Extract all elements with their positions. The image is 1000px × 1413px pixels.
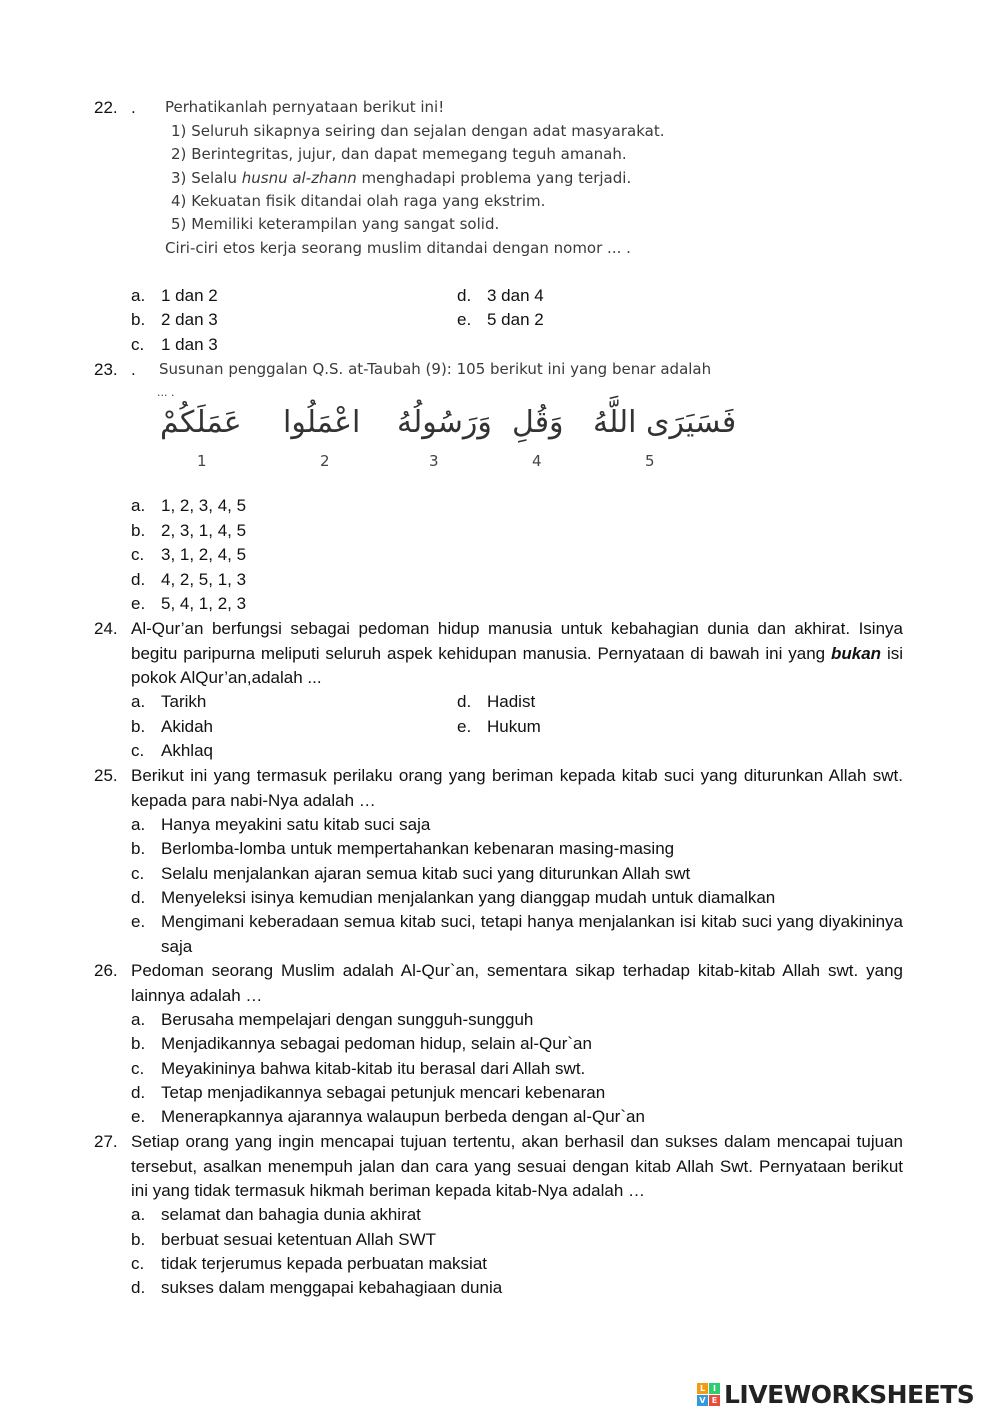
q22-statement bbox=[171, 143, 627, 167]
option-letter: c. bbox=[131, 1059, 145, 1078]
option-text: Hadist bbox=[487, 692, 536, 711]
q23-number: 23. bbox=[94, 360, 118, 379]
option-text: tidak terjerumus kepada perbuatan maksiat bbox=[161, 1254, 488, 1273]
option-item[interactable] bbox=[131, 284, 218, 309]
option-item[interactable] bbox=[131, 837, 674, 862]
option-text: 3 dan 4 bbox=[487, 286, 544, 305]
option-letter: d. bbox=[457, 692, 472, 711]
option-item[interactable] bbox=[131, 519, 246, 544]
logo-letter: V bbox=[697, 1395, 708, 1406]
option-letter: e. bbox=[131, 594, 146, 613]
option-item[interactable] bbox=[131, 739, 213, 764]
option-text: 3, 1, 2, 4, 5 bbox=[161, 545, 247, 564]
logo-icon bbox=[697, 1383, 720, 1406]
option-text: Menjadikannya sebagai pedoman hidup, selain al-Qur`an bbox=[161, 1034, 592, 1053]
option-item[interactable] bbox=[457, 715, 541, 740]
option-item[interactable] bbox=[131, 1252, 487, 1277]
statement-number: 2) bbox=[171, 145, 187, 163]
option-item[interactable] bbox=[131, 308, 218, 333]
q22-statement bbox=[171, 190, 545, 214]
arabic-word-number: 3 bbox=[429, 452, 439, 470]
option-text: 2 dan 3 bbox=[161, 310, 218, 329]
option-letter: a. bbox=[131, 692, 146, 711]
option-item[interactable] bbox=[131, 910, 903, 959]
option-item[interactable] bbox=[131, 1032, 592, 1057]
option-letter: b. bbox=[131, 839, 146, 858]
arabic-word: اعْمَلُوا bbox=[283, 405, 361, 440]
option-letter: c. bbox=[131, 741, 145, 760]
option-letter: d. bbox=[457, 286, 472, 305]
option-item[interactable] bbox=[131, 1081, 605, 1106]
option-letter: a. bbox=[131, 1010, 146, 1029]
q24-question bbox=[131, 617, 903, 691]
option-item[interactable] bbox=[131, 1105, 645, 1130]
option-item[interactable] bbox=[131, 1276, 502, 1301]
q25-number: 25. bbox=[94, 766, 118, 785]
option-text: Mengimani keberadaan semua kitab suci, tetapi hanya menjalankan isi kitab suci yang diyakininya saja bbox=[161, 912, 903, 956]
option-letter: b. bbox=[131, 1034, 146, 1053]
q22-statement bbox=[171, 167, 631, 191]
statement-text: Seluruh sikapnya seiring dan sejalan dengan adat masyarakat. bbox=[191, 122, 665, 140]
option-item[interactable] bbox=[131, 1203, 421, 1228]
option-letter: b. bbox=[131, 521, 146, 540]
statement-text-post: menghadapi problema yang terjadi. bbox=[356, 169, 632, 187]
q26-number: 26. bbox=[94, 961, 118, 980]
logo-text: LIVEWORKSHEETS bbox=[724, 1379, 975, 1409]
q22-intro: Perhatikanlah pernyataan berikut ini! bbox=[165, 98, 445, 116]
option-text: Akidah bbox=[161, 717, 213, 736]
statement-text: Kekuatan fisik ditandai olah raga yang ekstrim. bbox=[191, 192, 546, 210]
option-letter: c. bbox=[131, 335, 145, 354]
option-text: Tarikh bbox=[161, 692, 207, 711]
option-text: Tetap menjadikannya sebagai petunjuk mencari kebenaran bbox=[161, 1083, 606, 1102]
option-text: 5 dan 2 bbox=[487, 310, 544, 329]
q24-number: 24. bbox=[94, 619, 118, 638]
statement-text-italic: husnu al-zhann bbox=[241, 169, 357, 187]
option-item[interactable] bbox=[131, 813, 430, 838]
q27-question: Setiap orang yang ingin mencapai tujuan tertentu, akan berhasil dan sukses dalam mencapai tujuan tersebut, asalkan menempuh jalan dan cara yang sesuai dengan kitab Allah Swt. Pernyataan berikut ini yang tidak termasuk hikmah beriman kepada kitab-Nya adalah … bbox=[131, 1132, 903, 1200]
option-letter: e. bbox=[457, 310, 472, 329]
logo-letter: E bbox=[709, 1395, 720, 1406]
option-item[interactable] bbox=[457, 308, 544, 333]
option-letter: a. bbox=[131, 815, 146, 834]
q24-emphasis: bukan bbox=[831, 643, 882, 663]
q23-question: Susunan penggalan Q.S. at-Taubah (9): 105 berikut ini yang benar adalah bbox=[159, 360, 712, 378]
arabic-word-number: 1 bbox=[197, 452, 207, 470]
option-text: Selalu menjalankan ajaran semua kitab suci yang diturunkan Allah swt bbox=[161, 864, 691, 883]
option-text: Meyakininya bahwa kitab-kitab itu berasal dari Allah swt. bbox=[161, 1059, 586, 1078]
q23-dot: . bbox=[131, 360, 136, 379]
q26-question: Pedoman seorang Muslim adalah Al-Qur`an, sementara sikap terhadap kitab-kitab Allah swt. yang lainnya adalah … bbox=[131, 961, 903, 1005]
option-text: 1 dan 2 bbox=[161, 286, 218, 305]
option-text: 1 dan 3 bbox=[161, 335, 218, 354]
option-item[interactable] bbox=[131, 543, 246, 568]
option-letter: c. bbox=[131, 864, 145, 883]
option-letter: c. bbox=[131, 545, 145, 564]
statement-number: 4) bbox=[171, 192, 187, 210]
option-letter: b. bbox=[131, 310, 146, 329]
option-item[interactable] bbox=[131, 1057, 585, 1082]
option-letter: d. bbox=[131, 570, 146, 589]
option-text: 5, 4, 1, 2, 3 bbox=[161, 594, 247, 613]
option-text: Berlomba-lomba untuk mempertahankan kebenaran masing-masing bbox=[161, 839, 675, 858]
option-text: Menerapkannya ajarannya walaupun berbeda dengan al-Qur`an bbox=[161, 1107, 645, 1126]
option-text: berbuat sesuai ketentuan Allah SWT bbox=[161, 1230, 436, 1249]
option-item[interactable] bbox=[131, 715, 213, 740]
q24-text-part1: Al-Qur’an berfungsi sebagai pedoman hidup manusia untuk kebahagian dunia dan akhirat. Isinya begitu paripurna meliputi seluruh aspek kehidupan manusia. Pernyataan di bawah ini yang bbox=[131, 619, 903, 663]
statement-text: Memiliki keterampilan yang sangat solid. bbox=[191, 215, 500, 233]
arabic-word-number: 2 bbox=[320, 452, 330, 470]
option-letter: d. bbox=[131, 1278, 146, 1297]
statement-number: 1) bbox=[171, 122, 187, 140]
q27-number: 27. bbox=[94, 1132, 118, 1151]
option-letter: b. bbox=[131, 1230, 146, 1249]
option-text: sukses dalam menggapai kebahagiaan dunia bbox=[161, 1278, 503, 1297]
option-letter: a. bbox=[131, 1205, 146, 1224]
q25-question: Berikut ini yang termasuk perilaku orang yang beriman kepada kitab suci yang diturunkan Allah swt. kepada para nabi-Nya adalah … bbox=[131, 766, 903, 810]
q22-dot: . bbox=[131, 98, 136, 117]
arabic-word-number: 4 bbox=[532, 452, 542, 470]
option-letter: b. bbox=[131, 717, 146, 736]
q24-text-part2: isi pokok AlQur’an,adalah ... bbox=[131, 643, 903, 687]
option-item[interactable] bbox=[131, 568, 246, 593]
arabic-word: عَمَلَكُمْ bbox=[160, 405, 242, 440]
option-letter: e. bbox=[131, 912, 146, 931]
q22-number: 22. bbox=[94, 98, 118, 117]
option-text: 2, 3, 1, 4, 5 bbox=[161, 521, 247, 540]
option-letter: c. bbox=[131, 1254, 145, 1273]
liveworksheets-logo[interactable] bbox=[697, 1378, 974, 1410]
option-item[interactable] bbox=[131, 494, 246, 519]
option-text: 1, 2, 3, 4, 5 bbox=[161, 496, 247, 515]
option-item[interactable] bbox=[131, 1008, 533, 1033]
statement-number: 3) bbox=[171, 169, 187, 187]
option-item[interactable] bbox=[131, 690, 206, 715]
statement-number: 5) bbox=[171, 215, 187, 233]
option-letter: a. bbox=[131, 286, 146, 305]
option-text: Menyeleksi isinya kemudian menjalankan yang dianggap mudah untuk diamalkan bbox=[161, 888, 776, 907]
statement-text: Berintegritas, jujur, dan dapat memegang teguh amanah. bbox=[191, 145, 627, 163]
option-text: 4, 2, 5, 1, 3 bbox=[161, 570, 247, 589]
option-item[interactable] bbox=[457, 690, 535, 715]
option-letter: e. bbox=[131, 1107, 146, 1126]
option-text: Akhlaq bbox=[161, 741, 213, 760]
option-letter: d. bbox=[131, 888, 146, 907]
arabic-word: فَسَيَرَى اللَّهُ bbox=[593, 405, 737, 440]
q23-question-cont: ... . bbox=[157, 386, 175, 399]
option-item[interactable] bbox=[131, 333, 218, 358]
option-text: Berusaha mempelajari dengan sungguh-sungguh bbox=[161, 1010, 534, 1029]
arabic-word: وَقُلِ bbox=[512, 405, 564, 440]
option-letter: d. bbox=[131, 1083, 146, 1102]
logo-letter: L bbox=[697, 1383, 708, 1394]
option-letter: e. bbox=[457, 717, 472, 736]
option-item[interactable] bbox=[131, 1228, 436, 1253]
statement-text-pre: Selalu bbox=[191, 169, 242, 187]
option-item[interactable] bbox=[457, 284, 544, 309]
arabic-word-number: 5 bbox=[645, 452, 655, 470]
option-letter: a. bbox=[131, 496, 146, 515]
option-text: selamat dan bahagia dunia akhirat bbox=[161, 1205, 421, 1224]
option-item[interactable] bbox=[131, 886, 775, 911]
arabic-word: وَرَسُولُهُ bbox=[397, 405, 492, 440]
q22-statement bbox=[171, 120, 665, 144]
option-text: Hanya meyakini satu kitab suci saja bbox=[161, 815, 431, 834]
option-item[interactable] bbox=[131, 862, 690, 887]
option-item[interactable] bbox=[131, 592, 246, 617]
logo-letter: I bbox=[709, 1383, 720, 1394]
option-text: Hukum bbox=[487, 717, 541, 736]
q22-statement bbox=[171, 213, 499, 237]
q22-question: Ciri-ciri etos kerja seorang muslim ditandai dengan nomor ... . bbox=[165, 239, 631, 257]
